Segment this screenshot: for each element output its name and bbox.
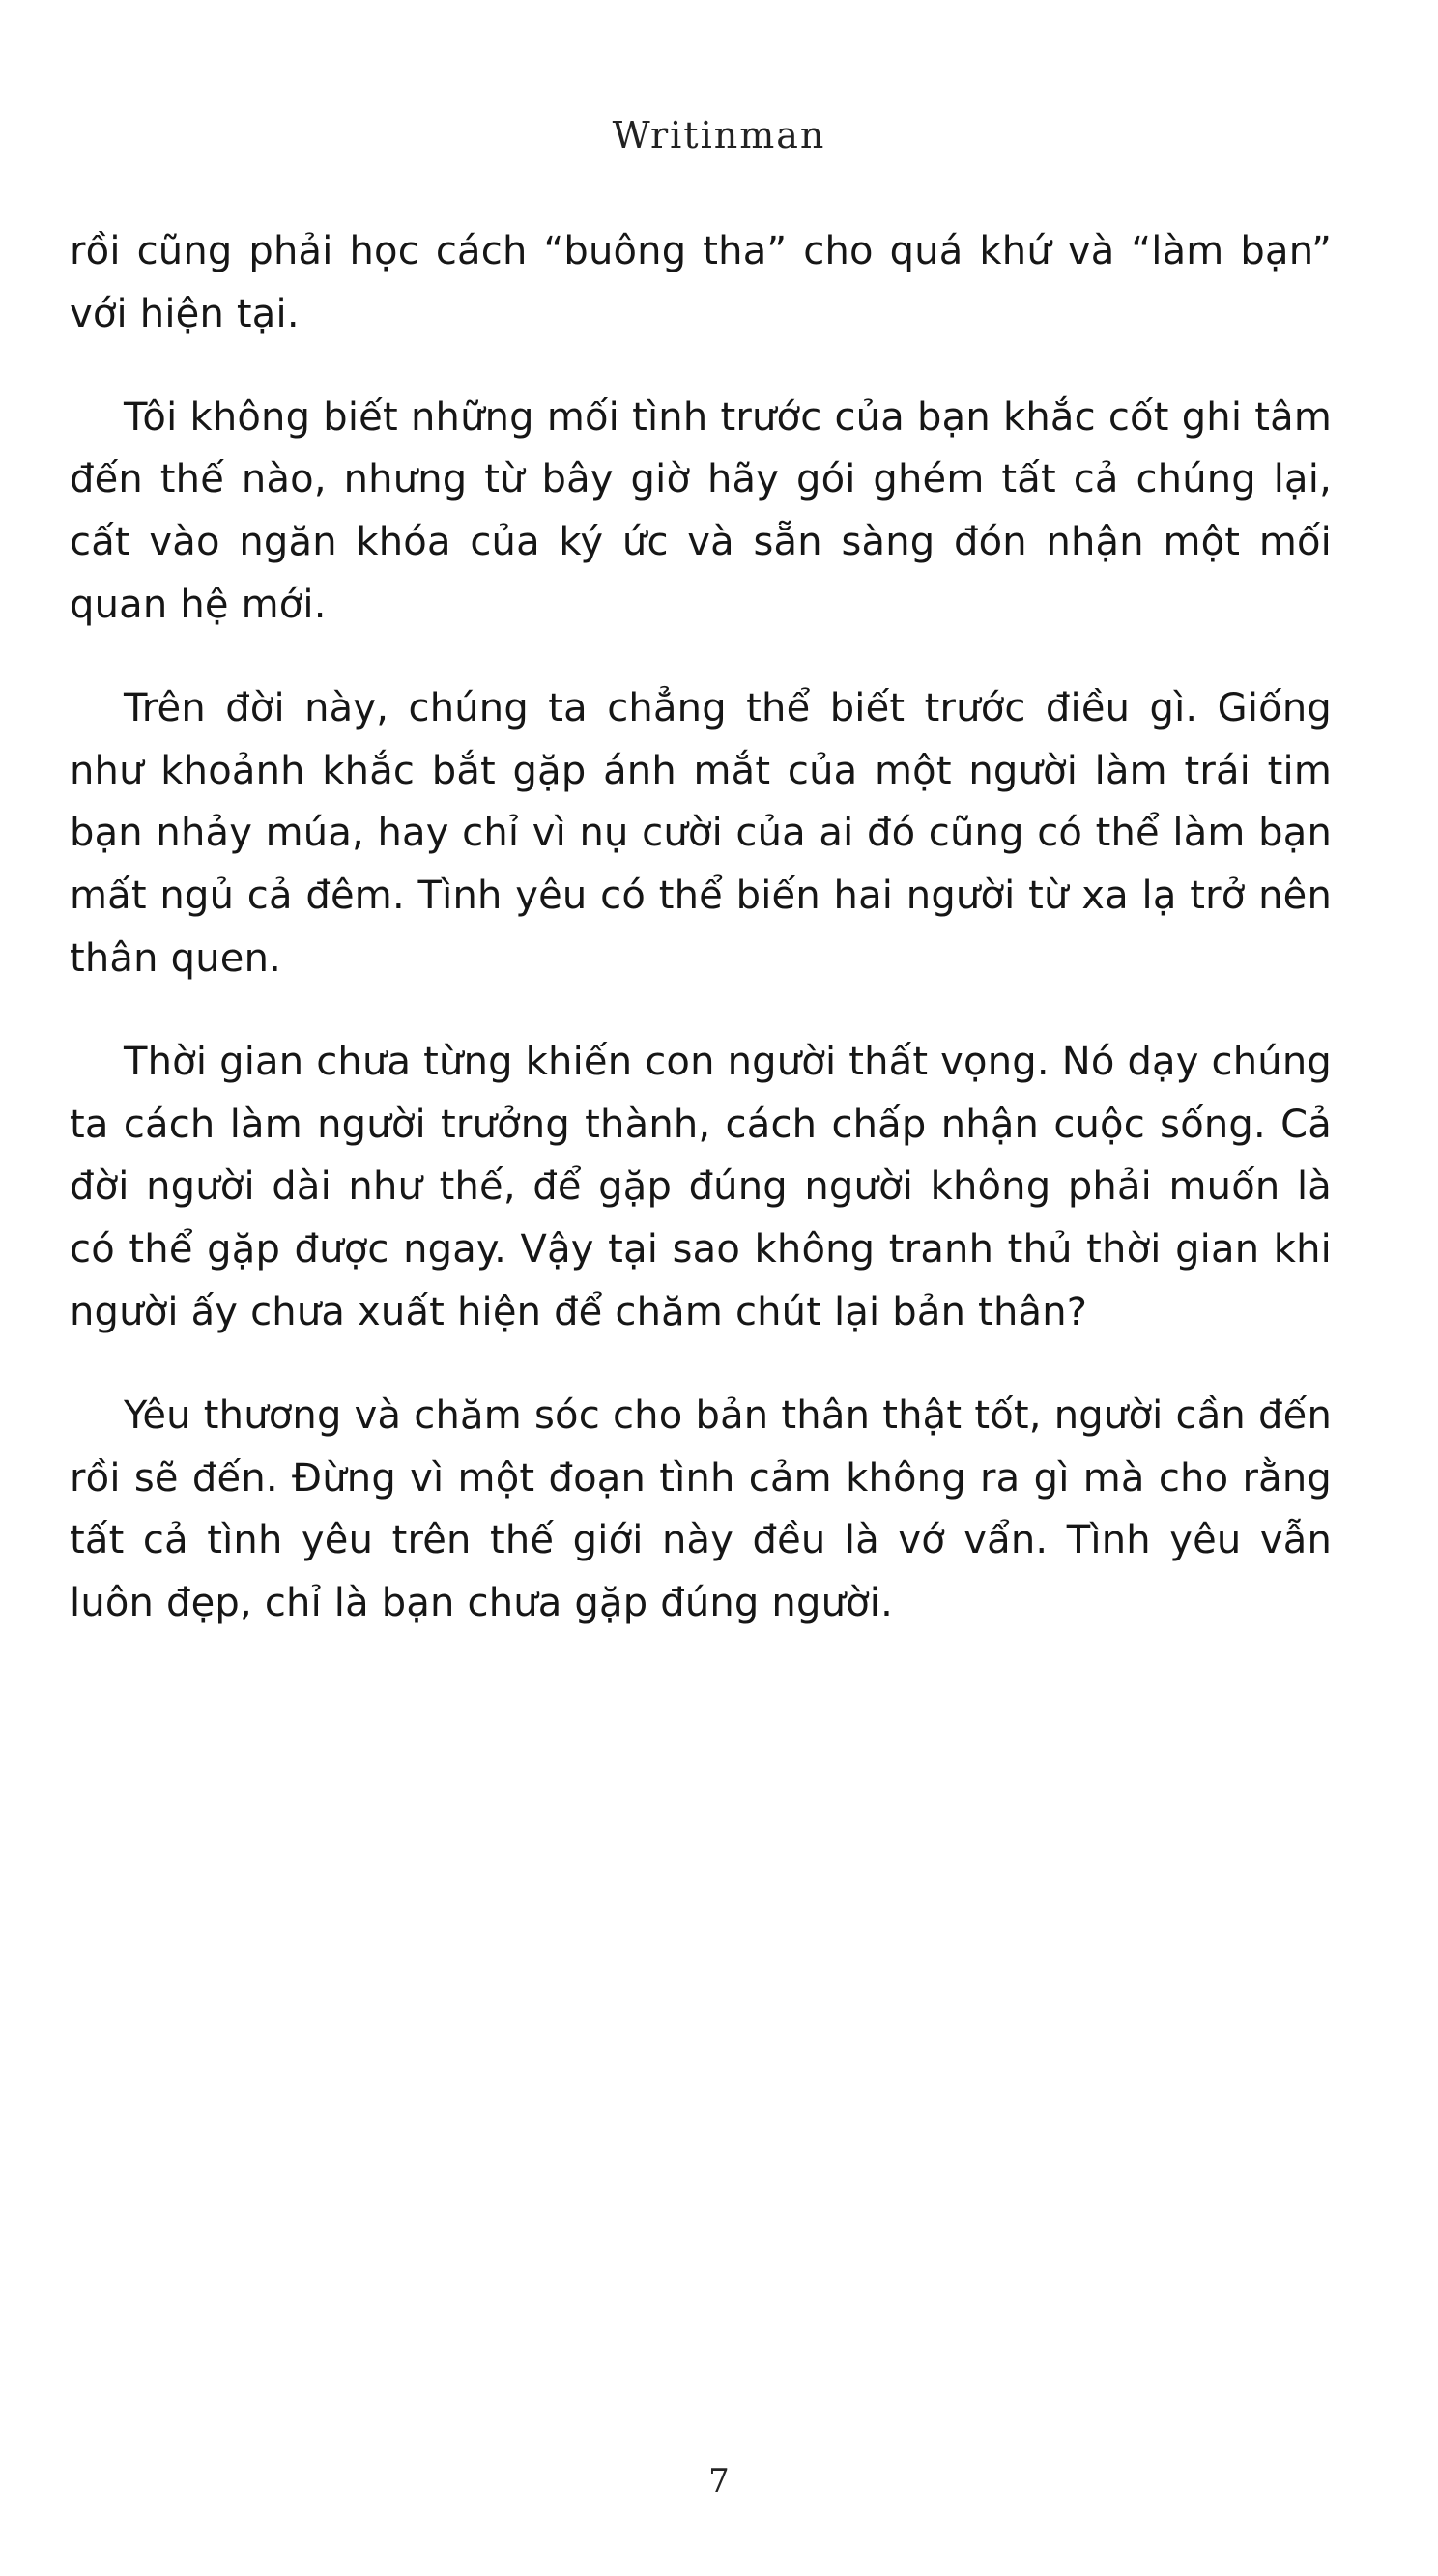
running-header: Writinman [612,114,826,157]
paragraph: Tôi không biết những mối tình trước của bạn khắc cốt ghi tâm đến thế nào, nhưng từ bây giờ hãy gói ghém tất cả chúng lại, cất vào ngăn khóa của ký ức và sẵn sàng đón nhận một mối quan hệ mới. [70,394,1332,627]
paragraph: Thời gian chưa từng khiến con người thất vọng. Nó dạy chúng ta cách làm người trưởng thành, cách chấp nhận cuộc sống. Cả đời người dài như thế, để gặp đúng người không phải muốn là có thể gặp được ngay. Vậy tại sao không tranh thủ thời gian khi người ấy chưa xuất hiện để chăm chút lại bản thân? [70,1039,1332,1334]
page-number: 7 [708,2462,730,2501]
book-page [0,114,1438,2576]
paragraph: Trên đời này, chúng ta chẳng thể biết trước điều gì. Giống như khoảnh khắc bắt gặp ánh mắt của một người làm trái tim bạn nhảy múa, hay chỉ vì nụ cười của ai đó cũng có thể làm bạn mất ngủ cả đêm. Tình yêu có thể biến hai người từ xa lạ trở nên thân quen. [70,685,1332,981]
paragraph: rồi cũng phải học cách “buông tha” cho quá khứ và “làm bạn” với hiện tại. [70,229,1332,336]
page-body [0,220,1438,1635]
paragraph: Yêu thương và chăm sóc cho bản thân thật tốt, người cần đến rồi sẽ đến. Đừng vì một đoạn tình cảm không ra gì mà cho rằng tất cả tình yêu trên thế giới này đều là vớ vẩn. Tình yêu vẫn luôn đẹp, chỉ là bạn chưa gặp đúng người. [70,1392,1332,1626]
